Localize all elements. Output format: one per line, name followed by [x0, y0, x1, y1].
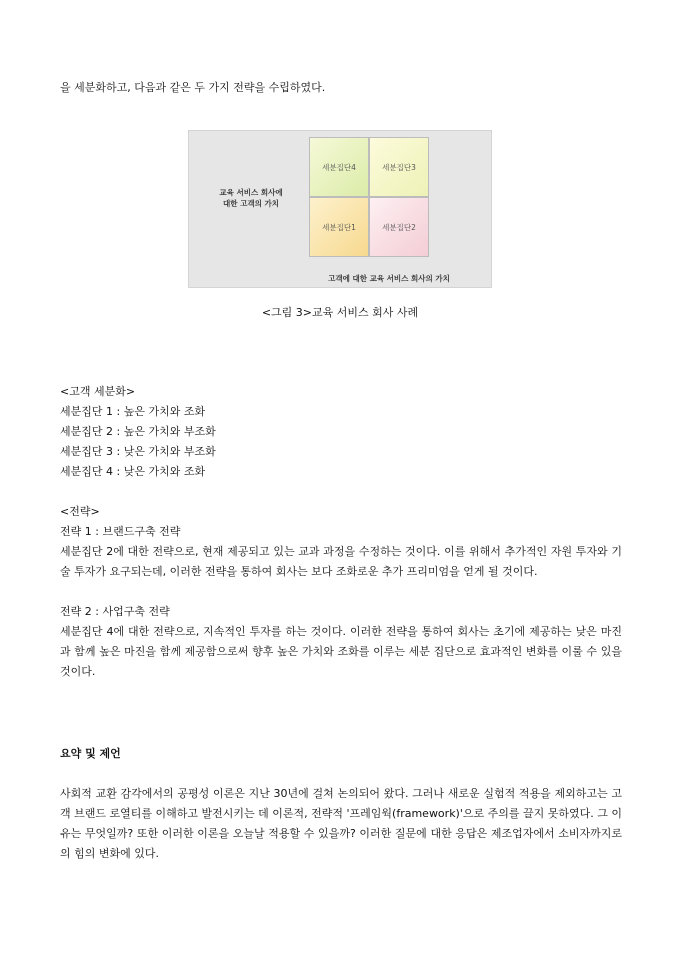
segment-item: 세분집단 1 : 높은 가치와 조화 [60, 405, 206, 418]
strategy-1-body: 세분집단 2에 대한 전략으로, 현재 제공되고 있는 교과 과정을 수정하는 것이다. 이를 위해서 추가적인 자원 투자와 기술 투자가 요구되는데, 이러한 전략을 통하여 회사는 보다 조화로운 추가 프리미엄을 얻게 될 것이다. [60, 545, 622, 578]
segmentation-heading: <고객 세분화> [60, 385, 136, 398]
strategy-1-title: 전략 1 : 브랜드구축 전략 [60, 525, 181, 538]
y-axis-label-line2: 대한 고객의 가치 [223, 199, 279, 208]
segment-item: 세분집단 2 : 높은 가치와 부조화 [60, 425, 216, 438]
quadrant-segment-4: 세분집단4 [309, 137, 369, 197]
segment-item: 세분집단 4 : 낮은 가치와 조화 [60, 465, 206, 478]
quadrant-segment-3: 세분집단3 [369, 137, 429, 197]
figure-y-axis-label [197, 187, 305, 209]
quadrant-segment-2: 세분집단2 [369, 197, 429, 257]
figure-x-axis-label: 고객에 대한 교육 서비스 회사의 가치 [328, 274, 450, 283]
summary-body: 사회적 교환 감각에서의 공평성 이론은 지난 30년에 걸쳐 논의되어 왔다. 그러나 새로운 실험적 적용을 제외하고는 고객 브랜드 로열티를 이해하고 발전시키는 데 이론적, 전략적 '프레임웍(framework)'으로 주의를 끌지 못하였다. 그 이유는 무엇일까? 또한 이러한 이론을 오늘날 적용할 수 있을까? 이러한 질문에 대한 응답은 제조업자에서 소비자까지로의 힘의 변화에 있다. [60, 787, 622, 860]
segment-matrix-figure [188, 130, 492, 288]
figure-caption: <그림 3>교육 서비스 회사 사례 [261, 306, 419, 319]
segment-item: 세분집단 3 : 낮은 가치와 부조화 [60, 445, 216, 458]
summary-heading: 요약 및 제언 [60, 747, 121, 760]
y-axis-label-line1: 교육 서비스 회사에 [219, 188, 283, 197]
quadrant-segment-1: 세분집단1 [309, 197, 369, 257]
intro-line: 을 세분화하고, 다음과 같은 두 가지 전략을 수립하였다. [60, 81, 326, 94]
strategy-2-title: 전략 2 : 사업구축 전략 [60, 605, 170, 618]
strategy-2-body: 세분집단 4에 대한 전략으로, 지속적인 투자를 하는 것이다. 이러한 전략을 통하여 회사는 초기에 제공하는 낮은 마진과 함께 높은 마진을 함께 제공함으로써 향후 높은 가치와 조화를 이루는 세분 집단으로 효과적인 변화를 이룰 수 있을 것이다. [60, 625, 622, 678]
strategy-heading: <전략> [60, 505, 100, 518]
